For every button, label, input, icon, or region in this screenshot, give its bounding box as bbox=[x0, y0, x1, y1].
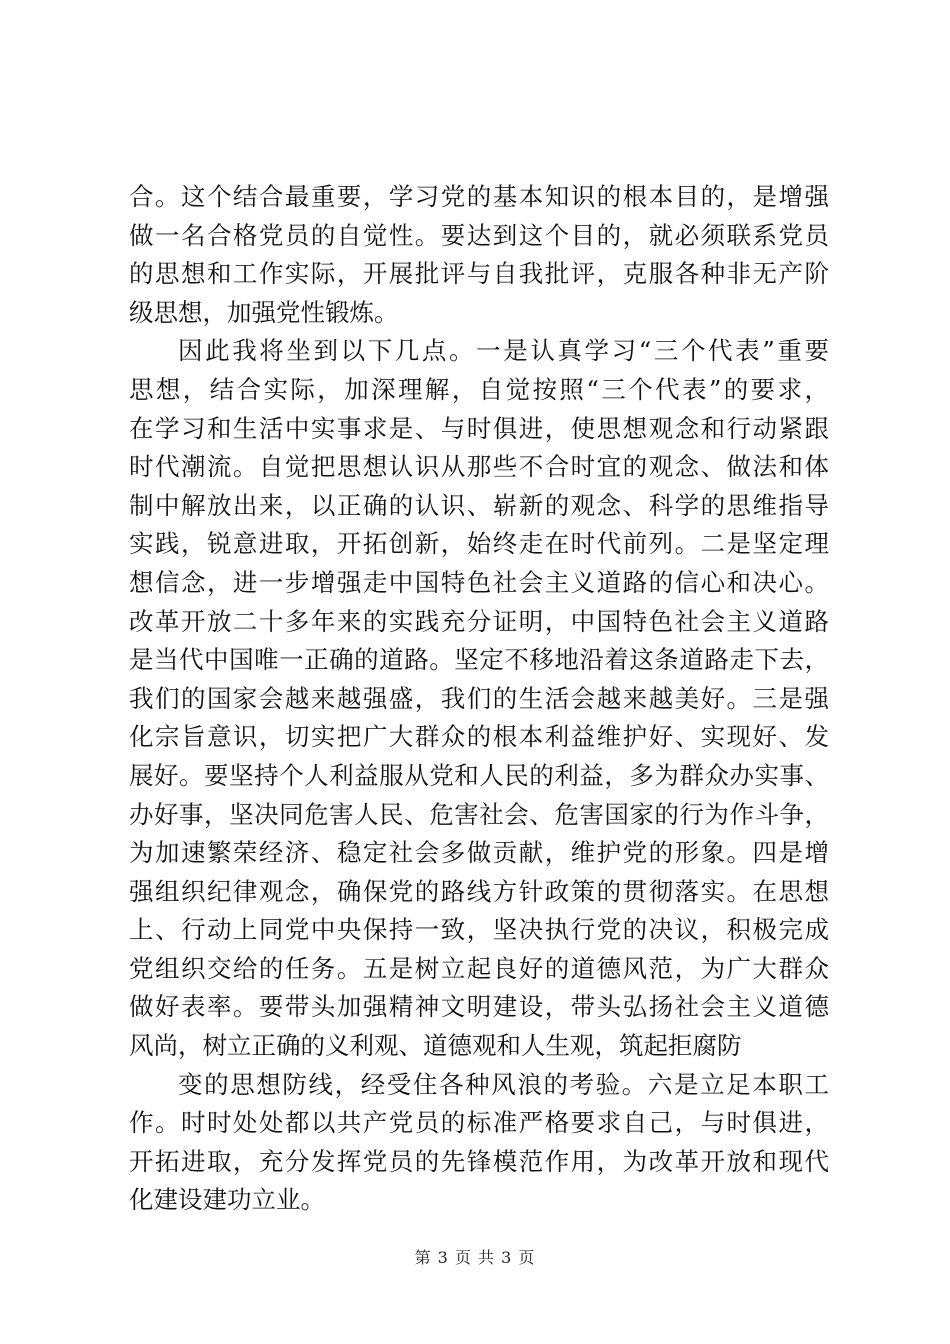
document-body bbox=[129, 178, 829, 1220]
text-line: 上、行动上同党中央保持一致，坚决执行党的决议，积极完成 bbox=[129, 915, 829, 945]
text-line: 改革开放二十多年来的实践充分证明，中国特色社会主义道路 bbox=[129, 606, 829, 636]
text-line: 化宗旨意识，切实把广大群众的根本利益维护好、实现好、发 bbox=[129, 722, 829, 752]
text-line: 是当代中国唯一正确的道路。坚定不移地沿着这条道路走下去， bbox=[129, 645, 829, 675]
text-line: 在学习和生活中实事求是、与时俱进，使思想观念和行动紧跟 bbox=[129, 413, 829, 443]
text-line: 为加速繁荣经济、稳定社会多做贡献，维护党的形象。四是增 bbox=[129, 838, 829, 868]
text-line: 做好表率。要带头加强精神文明建设，带头弘扬社会主义道德 bbox=[129, 992, 829, 1022]
text-line: 实践，锐意进取，开拓创新，始终走在时代前列。二是坚定理 bbox=[129, 529, 829, 559]
text-line: 级思想，加强党性锻炼。 bbox=[129, 297, 399, 327]
text-line: 化建设建功立业。 bbox=[129, 1185, 325, 1215]
page-footer bbox=[0, 1245, 950, 1268]
text-line: 强组织纪律观念，确保党的路线方针政策的贯彻落实。在思想 bbox=[129, 876, 829, 906]
text-line: 想信念，进一步增强走中国特色社会主义道路的信心和决心。 bbox=[129, 567, 829, 597]
text-line: 展好。要坚持个人利益服从党和人民的利益，多为群众办实事、 bbox=[129, 760, 829, 790]
text-line: 做一名合格党员的自觉性。要达到这个目的，就必须联系党员 bbox=[129, 220, 829, 250]
text-line: 的思想和工作实际，开展批评与自我批评，克服各种非无产阶 bbox=[129, 259, 829, 289]
text-line: 党组织交给的任务。五是树立起良好的道德风范，为广大群众 bbox=[129, 953, 829, 983]
text-line: 作。时时处处都以共产党员的标准严格要求自己，与时俱进， bbox=[129, 1108, 829, 1138]
text-line: 因此我将坐到以下几点。一是认真学习“三个代表”重要 bbox=[178, 336, 829, 366]
text-line: 变的思想防线，经受住各种风浪的考验。六是立足本职工 bbox=[178, 1069, 829, 1099]
text-line: 时代潮流。自觉把思想认识从那些不合时宜的观念、做法和体 bbox=[129, 452, 829, 482]
text-line: 办好事，坚决同危害人民、危害社会、危害国家的行为作斗争， bbox=[129, 799, 829, 829]
text-line: 制中解放出来，以正确的认识、崭新的观念、科学的思维指导 bbox=[129, 490, 829, 520]
text-line: 思想，结合实际，加深理解，自觉按照“三个代表”的要求， bbox=[129, 374, 829, 404]
text-line: 风尚，树立正确的义利观、道德观和人生观，筑起拒腐防 bbox=[129, 1031, 742, 1061]
page-number: 第 3 页 共 3 页 bbox=[414, 1248, 536, 1267]
text-line: 合。这个结合最重要，学习党的基本知识的根本目的，是增强 bbox=[129, 182, 829, 211]
text-line: 开拓进取，充分发挥党员的先锋模范作用，为改革开放和现代 bbox=[129, 1146, 829, 1176]
text-line: 我们的国家会越来越强盛，我们的生活会越来越美好。三是强 bbox=[129, 683, 829, 713]
